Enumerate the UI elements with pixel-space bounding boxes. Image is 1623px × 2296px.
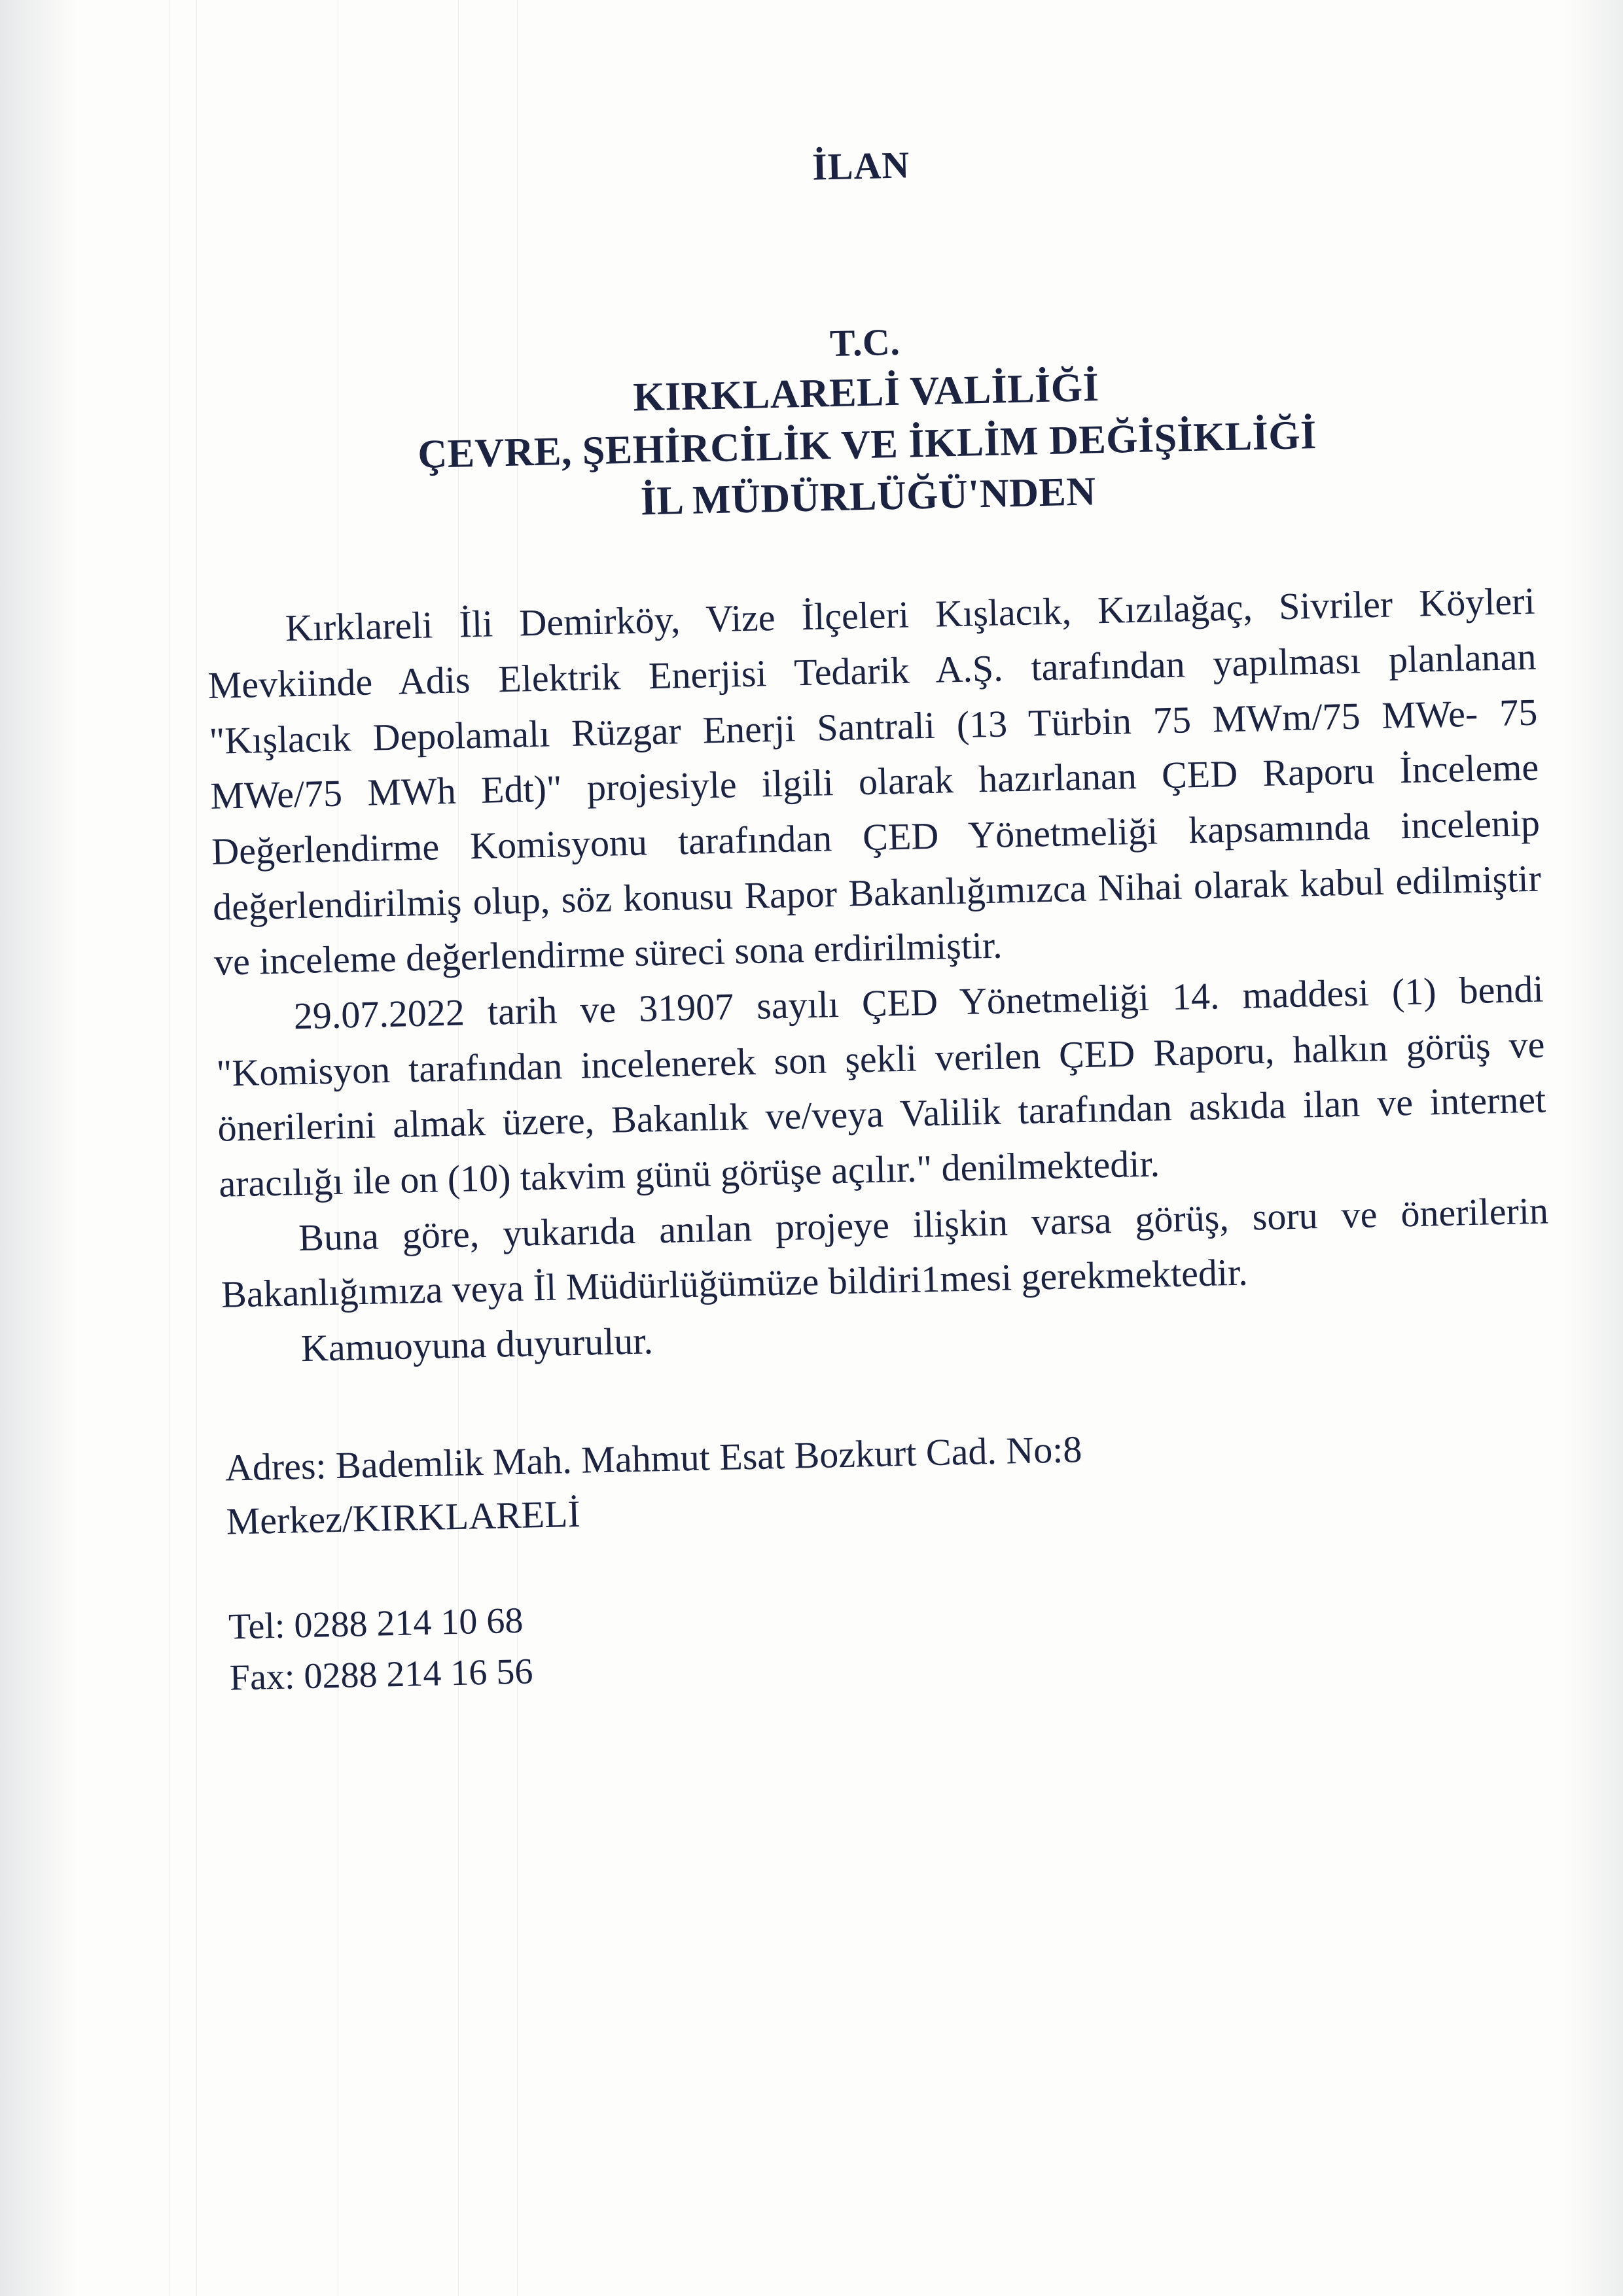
- paragraph-regulation-quote: 29.07.2022 tarih ve 31907 sayılı ÇED Yönetmeliği 14. maddesi (1) bendi "Komisyon tarafından incelenerek son şekli verilen ÇED Raporu, halkın görüş ve önerilerini almak üzere, Bakanlık ve/veya Valilik tarafından askıda ilan ve internet aracılığı ile on (10) takvim günü görüşe açılır." denilmektedir.: [216, 967, 1546, 1205]
- paragraph-feedback-instructions: Buna göre, yukarıda anılan projeye ilişkin varsa görüş, soru ve önerilerin Bakanlığımıza veya İl Müdürlüğümüze bildiri1mesi gerekmektedir.: [221, 1189, 1549, 1316]
- letterhead: [200, 304, 1533, 538]
- contact-phone: Tel: 0288 214 10 68: [228, 1600, 524, 1648]
- address-block: [224, 1412, 1555, 1549]
- scan-edge-shadow-left: [0, 0, 79, 2296]
- scan-artifact-line: [196, 0, 197, 2296]
- paragraph-project-description: Kırklareli İli Demirköy, Vize İlçeleri Kışlacık, Kızılağaç, Sivriler Köyleri Mevkiinde Adis Elektrik Enerjisi Tedarik A.Ş. tarafından yapılması planlanan "Kışlacık Depolamalı Rüzgar Enerji Santrali (13 Türbin 75 MWm/75 MWe- 75 MWe/75 MWh Edt)" projesiyle ilgili olarak hazırlanan ÇED Raporu İnceleme Değerlendirme Komisyonu tarafından ÇED Yönetmeliği kapsamında incelenip değerlendirilmiş olup, söz konusu Rapor Bakanlığımızca Nihai olarak kabul edilmiştir ve inceleme değerlendirme süreci sona erdirilmiştir.: [207, 580, 1542, 984]
- page-title: İLAN: [812, 143, 910, 188]
- letterhead-line-ministry: ÇEVRE, ŞEHİRCİLİK VE İKLİM DEĞİŞİKLİĞİ: [417, 412, 1317, 477]
- contact-fax: Fax: 0288 214 16 56: [229, 1651, 534, 1699]
- letterhead-line-governorship: KIRKLARELİ VALİLİĞİ: [632, 365, 1099, 420]
- address-line-city: Merkez/KIRKLARELİ: [225, 1492, 581, 1543]
- paragraph-public-announcement: Kamuoyuna duyurulur.: [300, 1319, 654, 1370]
- letterhead-line-republic: T.C.: [829, 320, 901, 365]
- address-line-street: Adres: Bademlik Mah. Mahmut Esat Bozkurt Cad. No:8: [224, 1427, 1082, 1489]
- document-body: [206, 574, 1551, 1378]
- scan-edge-shadow-right: [1564, 0, 1623, 2296]
- document-content: [196, 130, 1558, 1704]
- contact-block: [228, 1574, 1558, 1704]
- letterhead-line-directorate: İL MÜDÜRLÜĞÜ'NDEN: [640, 469, 1097, 524]
